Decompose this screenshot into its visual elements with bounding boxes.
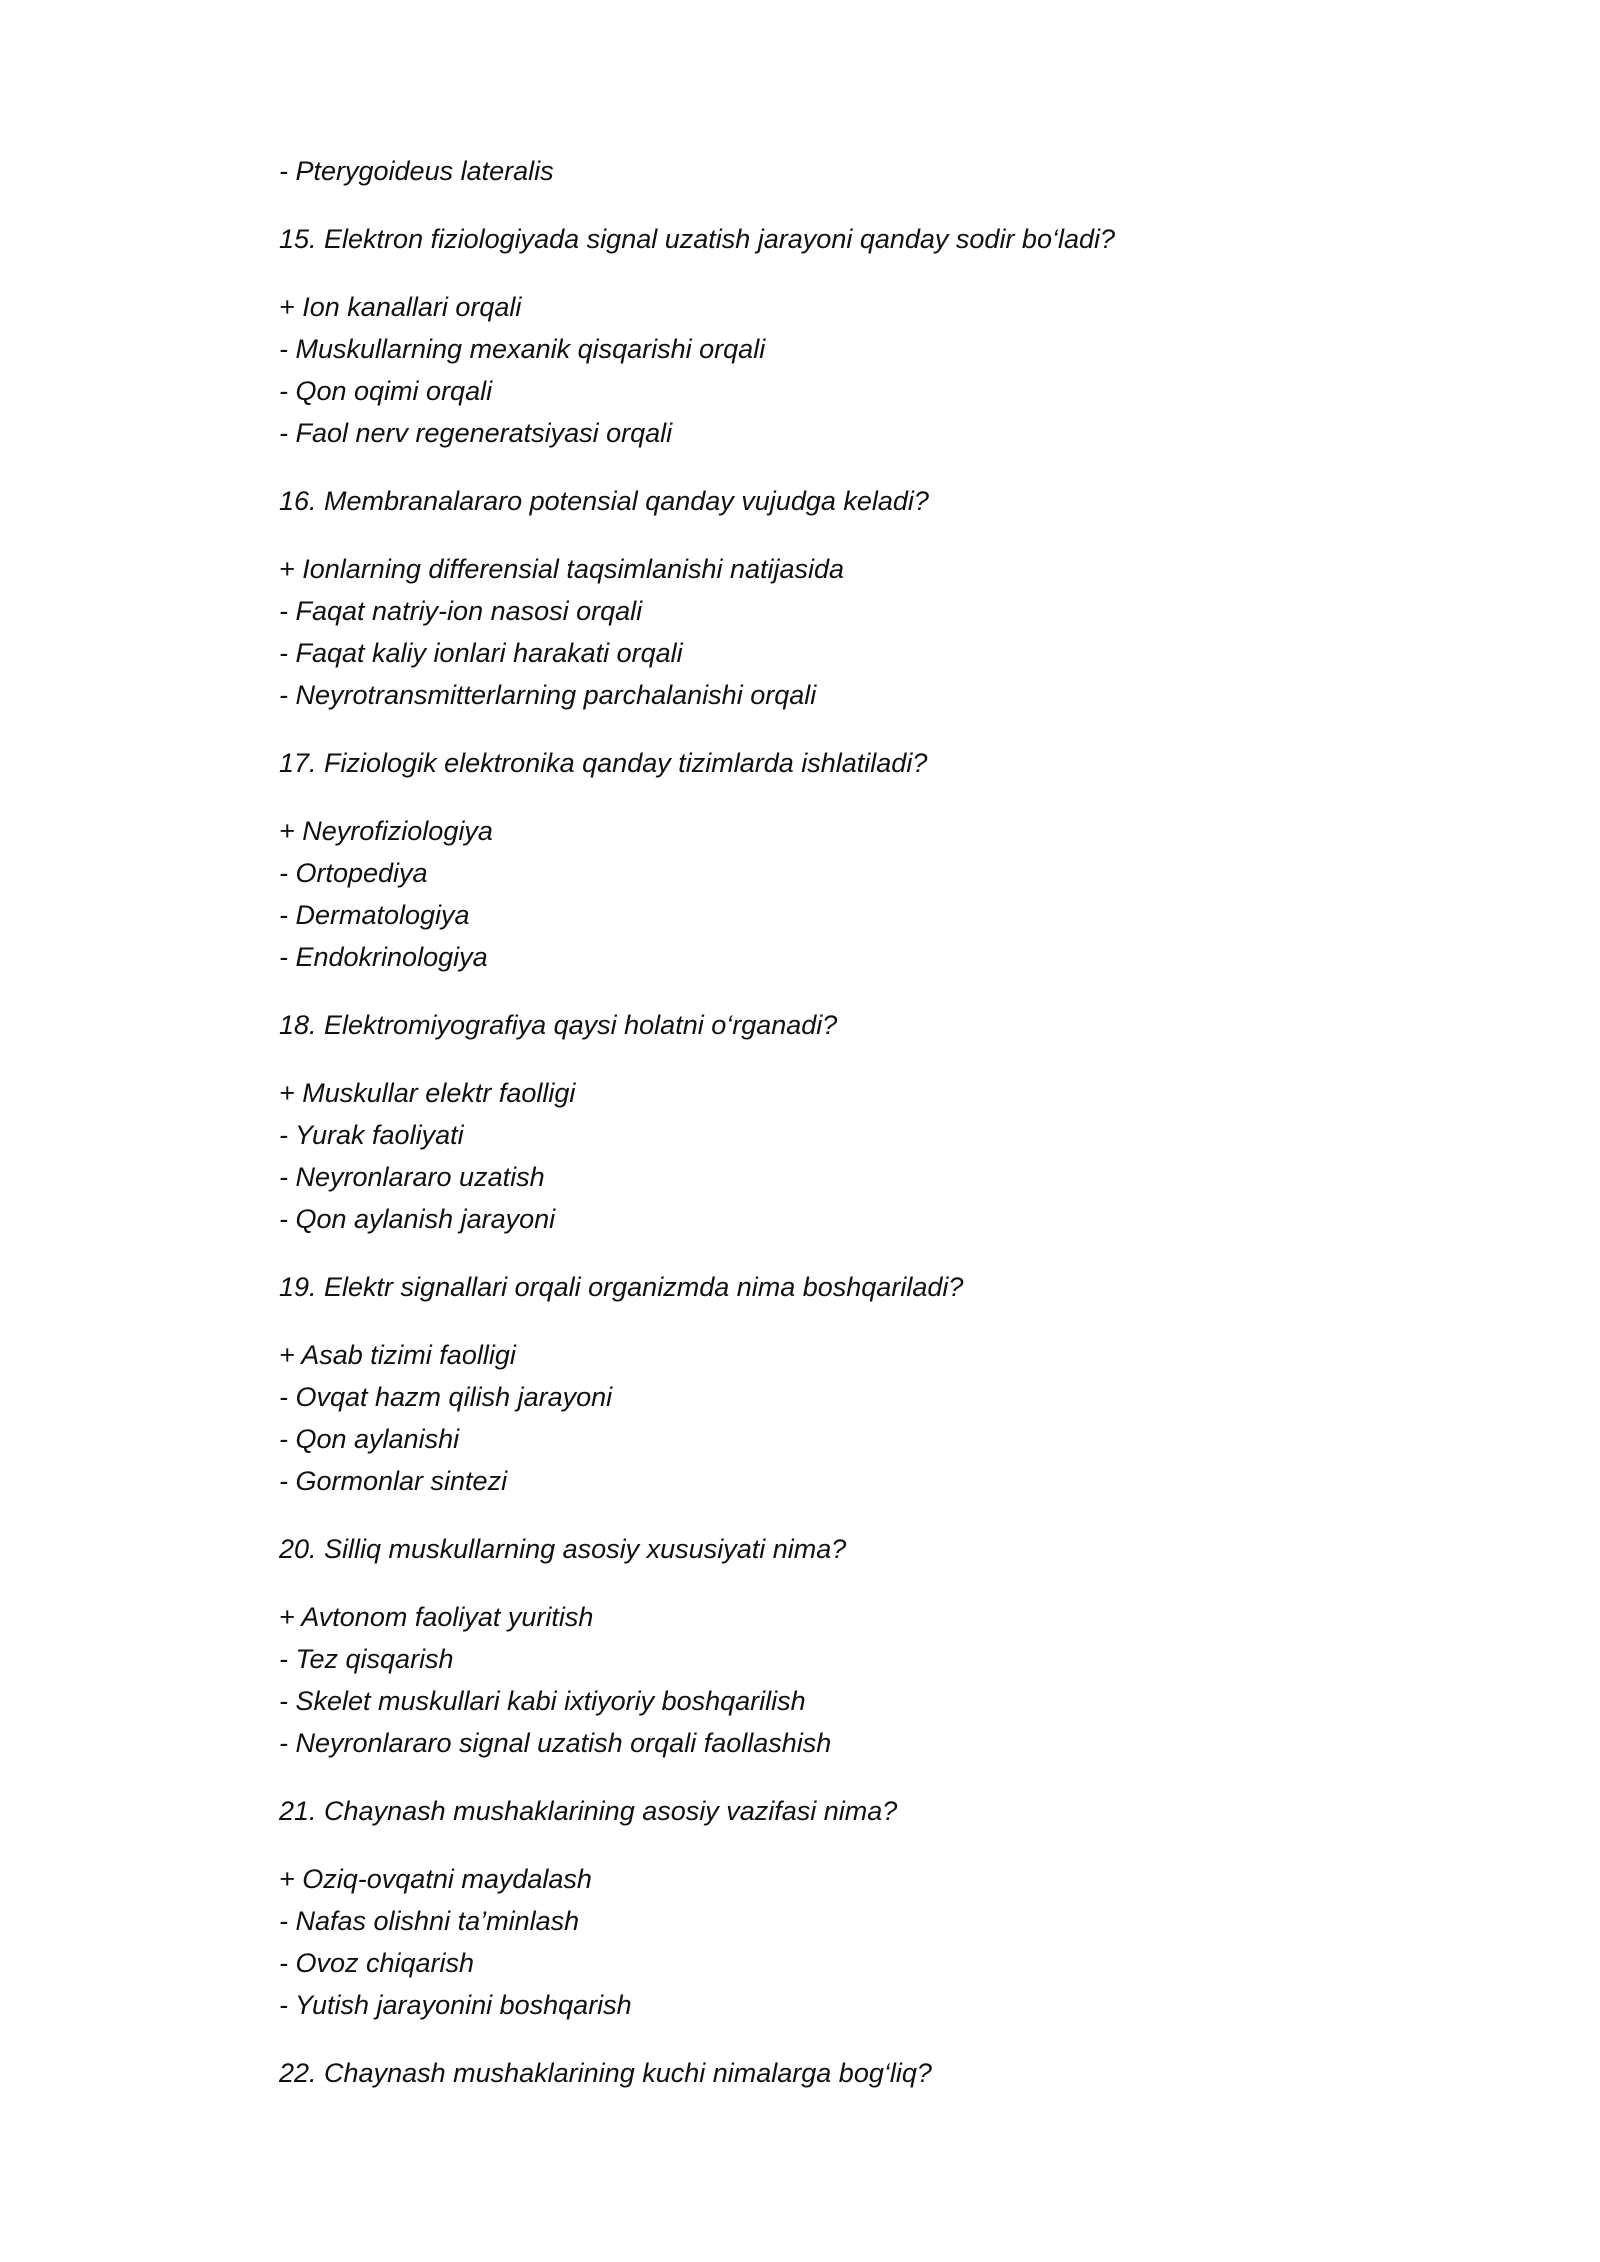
answer-option: - Yutish jarayonini boshqarish [279,1990,632,2020]
answer-option: - Qon oqimi orqali [279,376,493,406]
question-17: 17. Fiziologik elektronika qanday tizimlarda ishlatiladi? [279,748,928,778]
answer-option: - Gormonlar sintezi [279,1466,508,1496]
answer-option: - Ovoz chiqarish [279,1948,475,1978]
answer-option: + Neyrofiziologiya [279,816,493,846]
question-19: 19. Elektr signallari orqali organizmda nima boshqariladi? [279,1272,964,1302]
answer-option: + Oziq-ovqatni maydalash [279,1864,592,1894]
answer-option: - Muskullarning mexanik qisqarishi orqali [279,334,766,364]
question-21: 21. Chaynash mushaklarining asosiy vazifasi nima? [279,1796,898,1826]
answer-option: - Faol nerv regeneratsiyasi orqali [279,418,673,448]
answer-option: + Muskullar elektr faolligi [279,1078,576,1108]
document-content [279,150,1379,2120]
answer-option: + Asab tizimi faolligi [279,1340,516,1370]
answer-option: - Neyronlararo uzatish [279,1162,545,1192]
answer-option: - Qon aylanishi [279,1424,460,1454]
answer-option: - Ortopediya [279,858,428,888]
answer-option: - Neyrotransmitterlarning parchalanishi orqali [279,680,817,710]
question-22: 22. Chaynash mushaklarining kuchi nimalarga bog‘liq? [279,2058,932,2088]
answer-option: - Ovqat hazm qilish jarayoni [279,1382,613,1412]
answer-option: + Avtonom faoliyat yuritish [279,1602,594,1632]
question-15: 15. Elektron fiziologiyada signal uzatish jarayoni qanday sodir bo‘ladi? [279,224,1116,254]
answer-option: - Faqat kaliy ionlari harakati orqali [279,638,683,668]
answer-option: + Ionlarning differensial taqsimlanishi natijasida [279,554,845,584]
answer-option: - Neyronlararo signal uzatish orqali faollashish [279,1728,832,1758]
answer-option: - Yurak faoliyati [279,1120,464,1150]
question-16: 16. Membranalararo potensial qanday vujudga keladi? [279,486,929,516]
answer-option: - Qon aylanish jarayoni [279,1204,556,1234]
answer-option: - Nafas olishni ta’minlash [279,1906,580,1936]
question-18: 18. Elektromiyografiya qaysi holatni o‘rganadi? [279,1010,838,1040]
answer-option: - Pterygoideus lateralis [279,156,554,186]
question-20: 20. Silliq muskullarning asosiy xususiyati nima? [279,1534,847,1564]
answer-option: - Tez qisqarish [279,1644,454,1674]
answer-option: + Ion kanallari orqali [279,292,522,322]
answer-option: - Skelet muskullari kabi ixtiyoriy boshqarilish [279,1686,806,1716]
answer-option: - Endokrinologiya [279,942,488,972]
answer-option: - Dermatologiya [279,900,470,930]
answer-option: - Faqat natriy-ion nasosi orqali [279,596,643,626]
